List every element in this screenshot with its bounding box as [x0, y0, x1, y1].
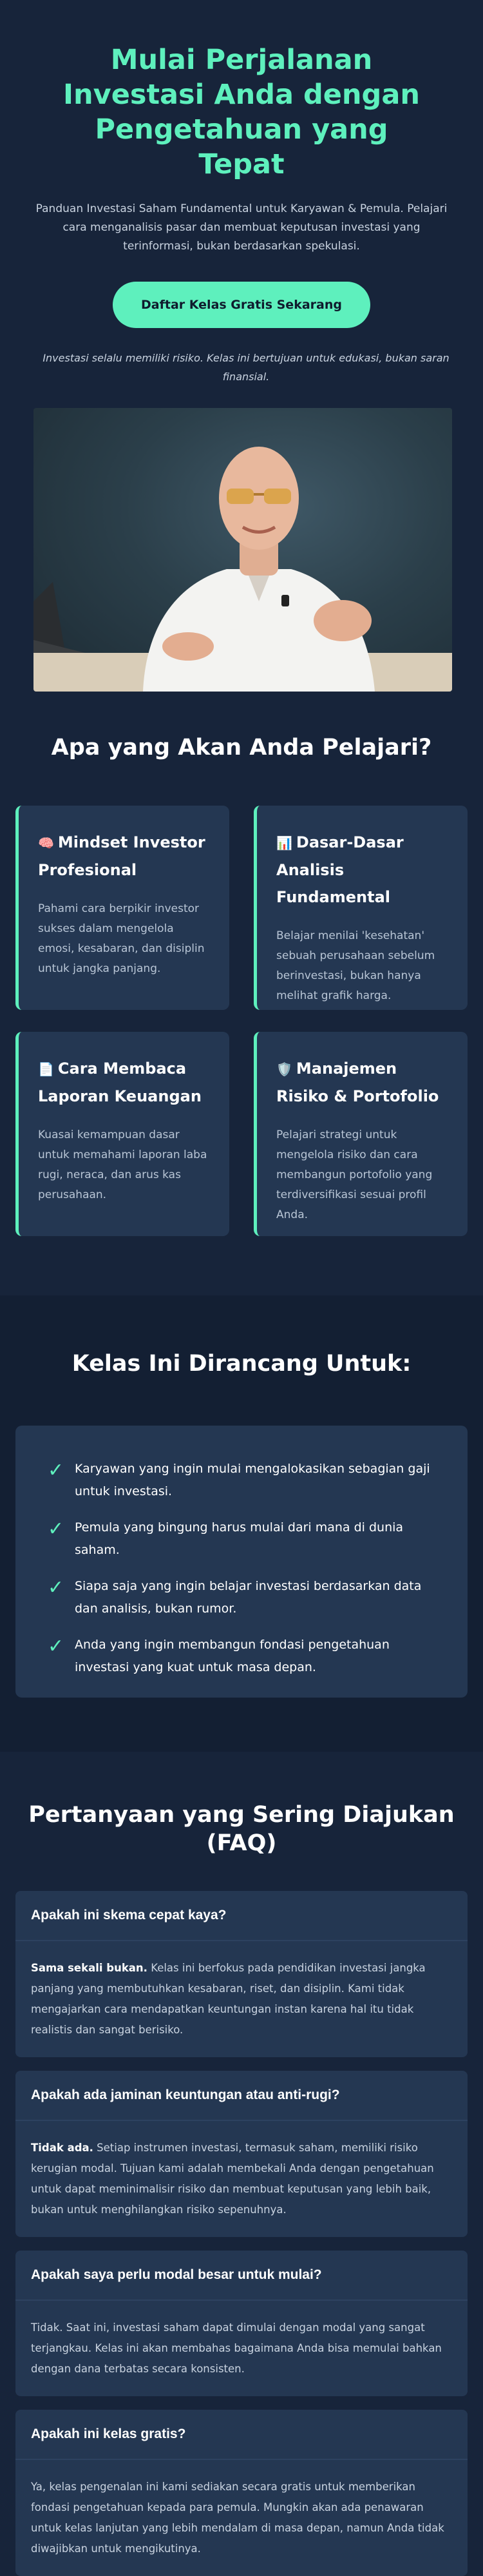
card-description: Pelajari strategi untuk mengelola risiko dan cara membangun portofolio yang terdiversifikasi sesuai profil Anda. — [276, 1128, 433, 1221]
list-item: ✓ Pemula yang bingung harus mulai dari mana di dunia saham. — [48, 1518, 404, 1557]
card-title: 📄 Cara Membaca Laporan Keuangan — [38, 1060, 202, 1105]
what-you-learn-section — [0, 657, 483, 1295]
card-description: Belajar menilai 'kesehatan' sebuah perusahaan sebelum berinvestasi, bukan hanya melihat grafik harga. — [276, 929, 435, 1002]
bar-chart-icon: 📊 — [276, 835, 292, 851]
faq-list — [15, 1891, 468, 2576]
hero-section — [0, 0, 483, 657]
card-title: 🧠 Mindset Investor Profesional — [38, 833, 205, 879]
faq-question[interactable]: Apakah ada jaminan keuntungan atau anti-rugi? — [15, 2071, 468, 2121]
audience-list — [48, 1458, 442, 1679]
list-item: ✓ Karyawan yang ingin mulai mengalokasikan sebagian gaji untuk investasi. — [48, 1459, 430, 1498]
faq-item — [15, 2251, 468, 2396]
list-item: ✓ Anda yang ingin membangun fondasi pengetahuan investasi yang kuat untuk masa depan. — [48, 1635, 390, 1674]
faq-question[interactable]: Apakah ini kelas gratis? — [15, 2410, 468, 2460]
learn-cards — [15, 806, 468, 1236]
check-icon: ✓ — [48, 1576, 64, 1599]
card-description: Pahami cara berpikir investor sukses dalam mengelola emosi, kesabaran, dan disiplin untuk jangka panjang. — [38, 902, 205, 975]
brain-icon: 🧠 — [38, 835, 54, 851]
faq-item — [15, 1891, 468, 2057]
audience-box — [15, 1426, 468, 1698]
check-icon: ✓ — [48, 1518, 64, 1540]
learn-card-fundamental — [254, 806, 468, 1010]
faq-section — [0, 1752, 483, 2573]
document-icon: 📄 — [38, 1061, 54, 1077]
presenter-video[interactable] — [33, 408, 452, 692]
card-description: Kuasai kemampuan dasar untuk memahami laporan laba rugi, neraca, dan arus kas perusahaan. — [38, 1128, 207, 1201]
learn-card-mindset — [15, 806, 229, 1010]
hero-title: Mulai Perjalanan Investasi Anda dengan Pengetahuan yang Tepat — [63, 44, 420, 180]
faq-question[interactable]: Apakah saya perlu modal besar untuk mulai? — [15, 2251, 468, 2301]
presenter-image — [33, 408, 452, 692]
section-title: Kelas Ini Dirancang Untuk: — [71, 1351, 412, 1377]
card-title: 📊 Dasar-Dasar Analisis Fundamental — [276, 833, 404, 906]
section-title: Pertanyaan yang Sering Diajukan (FAQ) — [28, 1802, 455, 1856]
check-icon: ✓ — [48, 1459, 64, 1482]
faq-item — [15, 2071, 468, 2237]
faq-item — [15, 2410, 468, 2576]
card-title: 🛡️ Manajemen Risiko & Portofolio — [276, 1060, 439, 1105]
check-icon: ✓ — [48, 1635, 64, 1658]
faq-question[interactable]: Apakah ini skema cepat kaya? — [15, 1891, 468, 1941]
faq-answer: Ya, kelas pengenalan ini kami sediakan secara gratis untuk memberikan fondasi pengetahuan kepada para pemula. Mungkin akan ada penawaran untuk kelas lanjutan yang lebih mendalam di masa depan, namun Anda tidak diwajibkan untuk mengikutinya. — [31, 2481, 444, 2555]
learn-card-financial-report — [15, 1032, 229, 1236]
faq-answer: Sama sekali bukan. Kelas ini berfokus pada pendidikan investasi jangka panjang yang membutuhkan kesabaran, riset, dan disiplin. Kami tidak mengajarkan cara mendapatkan keuntungan instan karena hal itu tidak realistis dan sangat berisiko. — [31, 1962, 426, 2036]
faq-answer: Tidak ada. Setiap instrumen investasi, termasuk saham, memiliki risiko kerugian modal. Tujuan kami adalah membekali Anda dengan pengetahuan untuk dapat meminimalisir risiko dan membuat keputusan yang lebih baik, bukan untuk menghilangkan risiko sepenuhnya. — [31, 2142, 434, 2216]
register-free-class-button[interactable]: Daftar Kelas Gratis Sekarang — [113, 282, 370, 328]
hero-subtitle: Panduan Investasi Saham Fundamental untuk Karyawan & Pemula. Pelajari cara menganalisis pasar dan membuat keputusan investasi yang terinformasi, bukan berdasarkan spekulasi. — [35, 202, 448, 253]
target-audience-section — [0, 1295, 483, 1752]
faq-answer: Tidak. Saat ini, investasi saham dapat dimulai dengan modal yang sangat terjangkau. Kelas ini akan membahas bagaimana Anda bisa memulai bahkan dengan dana terbatas secara konsisten. — [31, 2321, 442, 2375]
risk-disclaimer: Investasi selalu memiliki risiko. Kelas ini bertujuan untuk edukasi, bukan saran finansial. — [43, 352, 450, 383]
shield-icon: 🛡️ — [276, 1061, 292, 1077]
section-title: Apa yang Akan Anda Pelajari? — [51, 735, 432, 760]
list-item: ✓ Siapa saja yang ingin belajar investasi berdasarkan data dan analisis, bukan rumor. — [48, 1576, 422, 1616]
learn-card-risk — [254, 1032, 468, 1236]
